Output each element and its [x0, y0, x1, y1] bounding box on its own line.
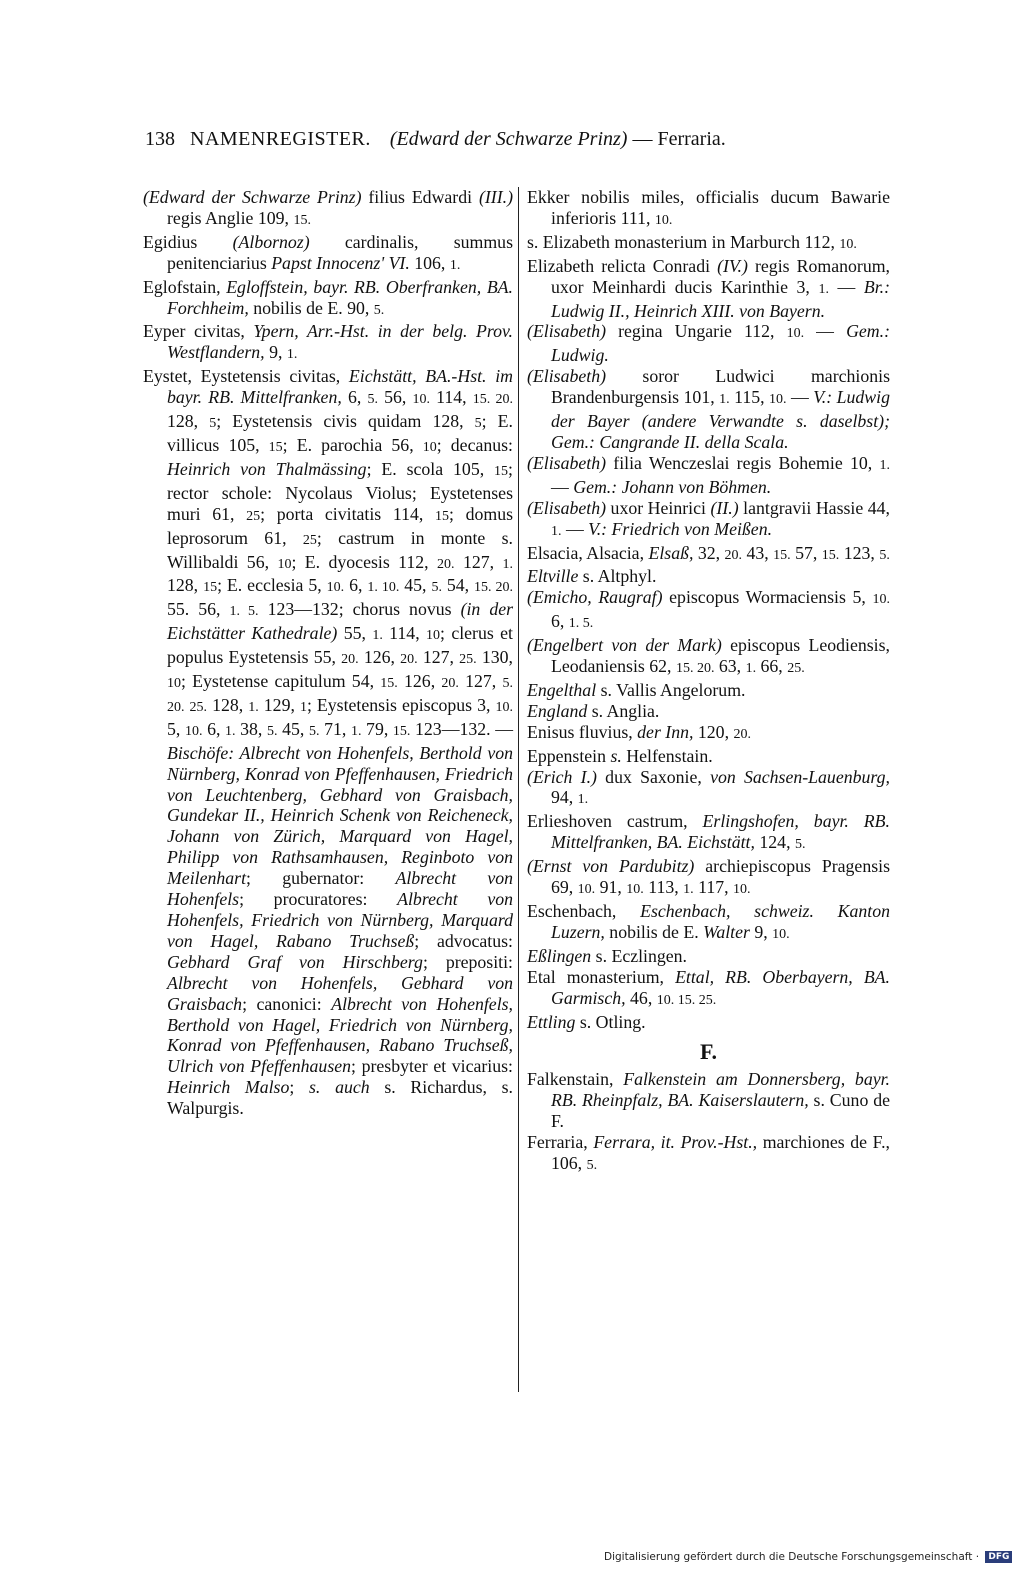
running-header	[145, 128, 845, 151]
right-column	[527, 187, 890, 1177]
index-entry: Falkenstain, Falkenstein am Donnersberg, bayr. RB. Rheinpfalz, BA. Kaiserslautern, s. Cuno de F.	[527, 1069, 891, 1132]
index-entry: Eßlingen s. Eczlingen.	[527, 945, 687, 966]
index-entry: (Elisabeth) soror Ludwici marchionis Brandenburgensis 101, 1. 115, 10. — V.: Ludwig der Bayer (andere Verwandte s. daselbst); Gem.: Cangrande II. della Scala.	[527, 366, 890, 452]
index-entry: (Engelbert von der Mark) episcopus Leodiensis, Leodaniensis 62, 15. 20. 63, 1. 66, 25.	[527, 635, 890, 677]
index-entry: Ekker nobilis miles, officialis ducum Bawarie inferioris 111, 10.	[527, 187, 890, 228]
letter-heading-f: F.	[700, 1039, 717, 1065]
index-entry: Eschenbach, Eschenbach, schweiz. Kanton Luzern, nobilis de E. Walter 9, 10.	[527, 901, 890, 942]
index-entry: Ferraria, Ferrara, it. Prov.-Hst., marchiones de F., 106, 5.	[527, 1132, 890, 1173]
dfg-logo: DFG	[985, 1551, 1012, 1563]
left-column	[143, 187, 513, 1119]
index-entry: Eltville s. Altphyl.	[527, 566, 657, 587]
index-entry: Eyper civitas, Ypern, Arr.-Hst. in der belg. Prov. Westflandern, 9, 1.	[143, 321, 513, 363]
index-entry: England s. Anglia.	[527, 700, 660, 721]
index-entry: Engelthal s. Vallis Angelorum.	[527, 679, 746, 700]
footer-credit	[604, 1551, 1012, 1563]
index-entry: (Edward der Schwarze Prinz) filius Edwardi (III.) regis Anglie 109, 15.	[143, 187, 513, 228]
index-entry: Eystet, Eystetensis civitas, Eichstätt, BA.-Hst. im bayr. RB. Mittelfranken, 6, 5. 56, 10. 114, 15. 20. 128, 5; Eystetensis civis quidam 128, 5; E. villicus 105, 15; E. parochia 56, 10; decanus: Heinrich von Thalmässing; E. scola 105, 15; rector schole: Nycolaus Violus; Eystetenses muri 61, 25; porta civitatis 114, 15; domus leprosorum 61, 25; castrum in monte s. Willibaldi 56, 10; E. dyocesis 112, 20. 127, 1. 128, 15; E. ecclesia 5, 10. 6, 1. 10. 45, 5. 54, 15. 20. 55. 56, 1. 5. 123—132; chorus novus (in der Eichstätter Kathedrale) 55, 1. 114, 10; clerus et populus Eystetensis 55, 20. 126, 20. 127, 25. 130, 10; Eystetense capitulum 54, 15. 126, 20. 127, 5. 20. 25. 128, 1. 129, 1; Eystetensis episcopus 3, 10. 5, 10. 6, 1. 38, 5. 45, 5. 71, 1. 79, 15. 123—132. — Bischöfe: Albrecht von Hohenfels, Berthold von Nürnberg, Konrad von Pfeffenhausen, Friedrich von Leuchtenberg, Gebhard von Graisbach, Gundekar II., Heinrich Schenk von Reicheneck, Johann von Zürich, Marquard von Hagel, Philipp von Rathsamhausen, Reginboto von Meilenhart; gubernator: Albrecht von Hohenfels; procuratores: Albrecht von Hohenfels, Friedrich von Nürnberg, Marquard von Hagel, Rabano Truchseß; advocatus: Gebhard Graf von Hirschberg; prepositi: Albrecht von Hohenfels, Gebhard von Graisbach; canonici: Albrecht von Hohenfels, Berthold von Hagel, Friedrich von Nürnberg, Konrad von Pfeffenhausen, Rabano Truchseß, Ulrich von Pfeffenhausen; presbyter et vicarius: Heinrich Malso; s. auch s. Richardus, s. Walpurgis.	[143, 366, 514, 1119]
index-entry: Enisus fluvius, der Inn, 120, 20.	[527, 721, 751, 742]
footer-text: Digitalisierung gefördert durch die Deutsche Forschungsgemeinschaft ·	[604, 1551, 980, 1563]
index-entry: Erlieshoven castrum, Erlingshofen, bayr. RB. Mittelfranken, BA. Eichstätt, 124, 5.	[527, 811, 890, 853]
index-entry: Egidius (Albornoz) cardinalis, summus penitenciarius Papst Innocenz' VI. 106, 1.	[143, 231, 513, 273]
page-number: 138	[145, 128, 175, 150]
index-entry: Eglofstain, Egloffstein, bayr. RB. Oberfranken, BA. Forchheim, nobilis de E. 90, 5.	[143, 276, 513, 318]
section-title: NAMENREGISTER.	[190, 128, 371, 150]
index-entry: (Elisabeth) regina Ungarie 112, 10. — Gem.: Ludwig.	[527, 321, 891, 366]
index-entry: (Erich I.) dux Saxonie, von Sachsen-Lauenburg, 94, 1.	[527, 766, 890, 808]
index-entry: (Ernst von Pardubitz) archiepiscopus Pragensis 69, 10. 91, 10. 113, 1. 117, 10.	[527, 856, 890, 898]
index-entry: Etal monasterium, Ettal, RB. Oberbayern, BA. Garmisch, 46, 10. 15. 25.	[527, 966, 890, 1008]
index-entry: Ettling s. Otling.	[527, 1011, 646, 1032]
index-entry: (Elisabeth) uxor Heinrici (II.) lantgravii Hassie 44, 1. — V.: Friedrich von Meißen.	[527, 497, 891, 539]
index-entry: Elizabeth relicta Conradi (IV.) regis Romanorum, uxor Meinhardi ducis Karinthie 3, 1. — Br.: Ludwig II., Heinrich XIII. von Bayern.	[527, 255, 891, 321]
index-entry: Eppenstein s. Helfenstain.	[527, 745, 713, 766]
index-entry: s. Elizabeth monasterium in Marburch 112, 10.	[527, 231, 857, 252]
column-divider	[518, 187, 519, 1392]
index-entry: Elsacia, Alsacia, Elsaß, 32, 20. 43, 15. 57, 15. 123, 5.	[527, 542, 890, 563]
running-head-italic: (Edward der Schwarze Prinz)	[389, 128, 628, 150]
index-entry: (Elisabeth) filia Wenczeslai regis Bohemie 10, 1. — Gem.: Johann von Böhmen.	[527, 452, 890, 497]
running-head-tail: — Ferraria.	[632, 128, 726, 150]
right-column-e-entries	[527, 187, 890, 1032]
right-column-f-entries	[527, 1069, 890, 1177]
index-entry: (Emicho, Raugraf) episcopus Wormaciensis 5, 10. 6, 1. 5.	[527, 587, 890, 632]
